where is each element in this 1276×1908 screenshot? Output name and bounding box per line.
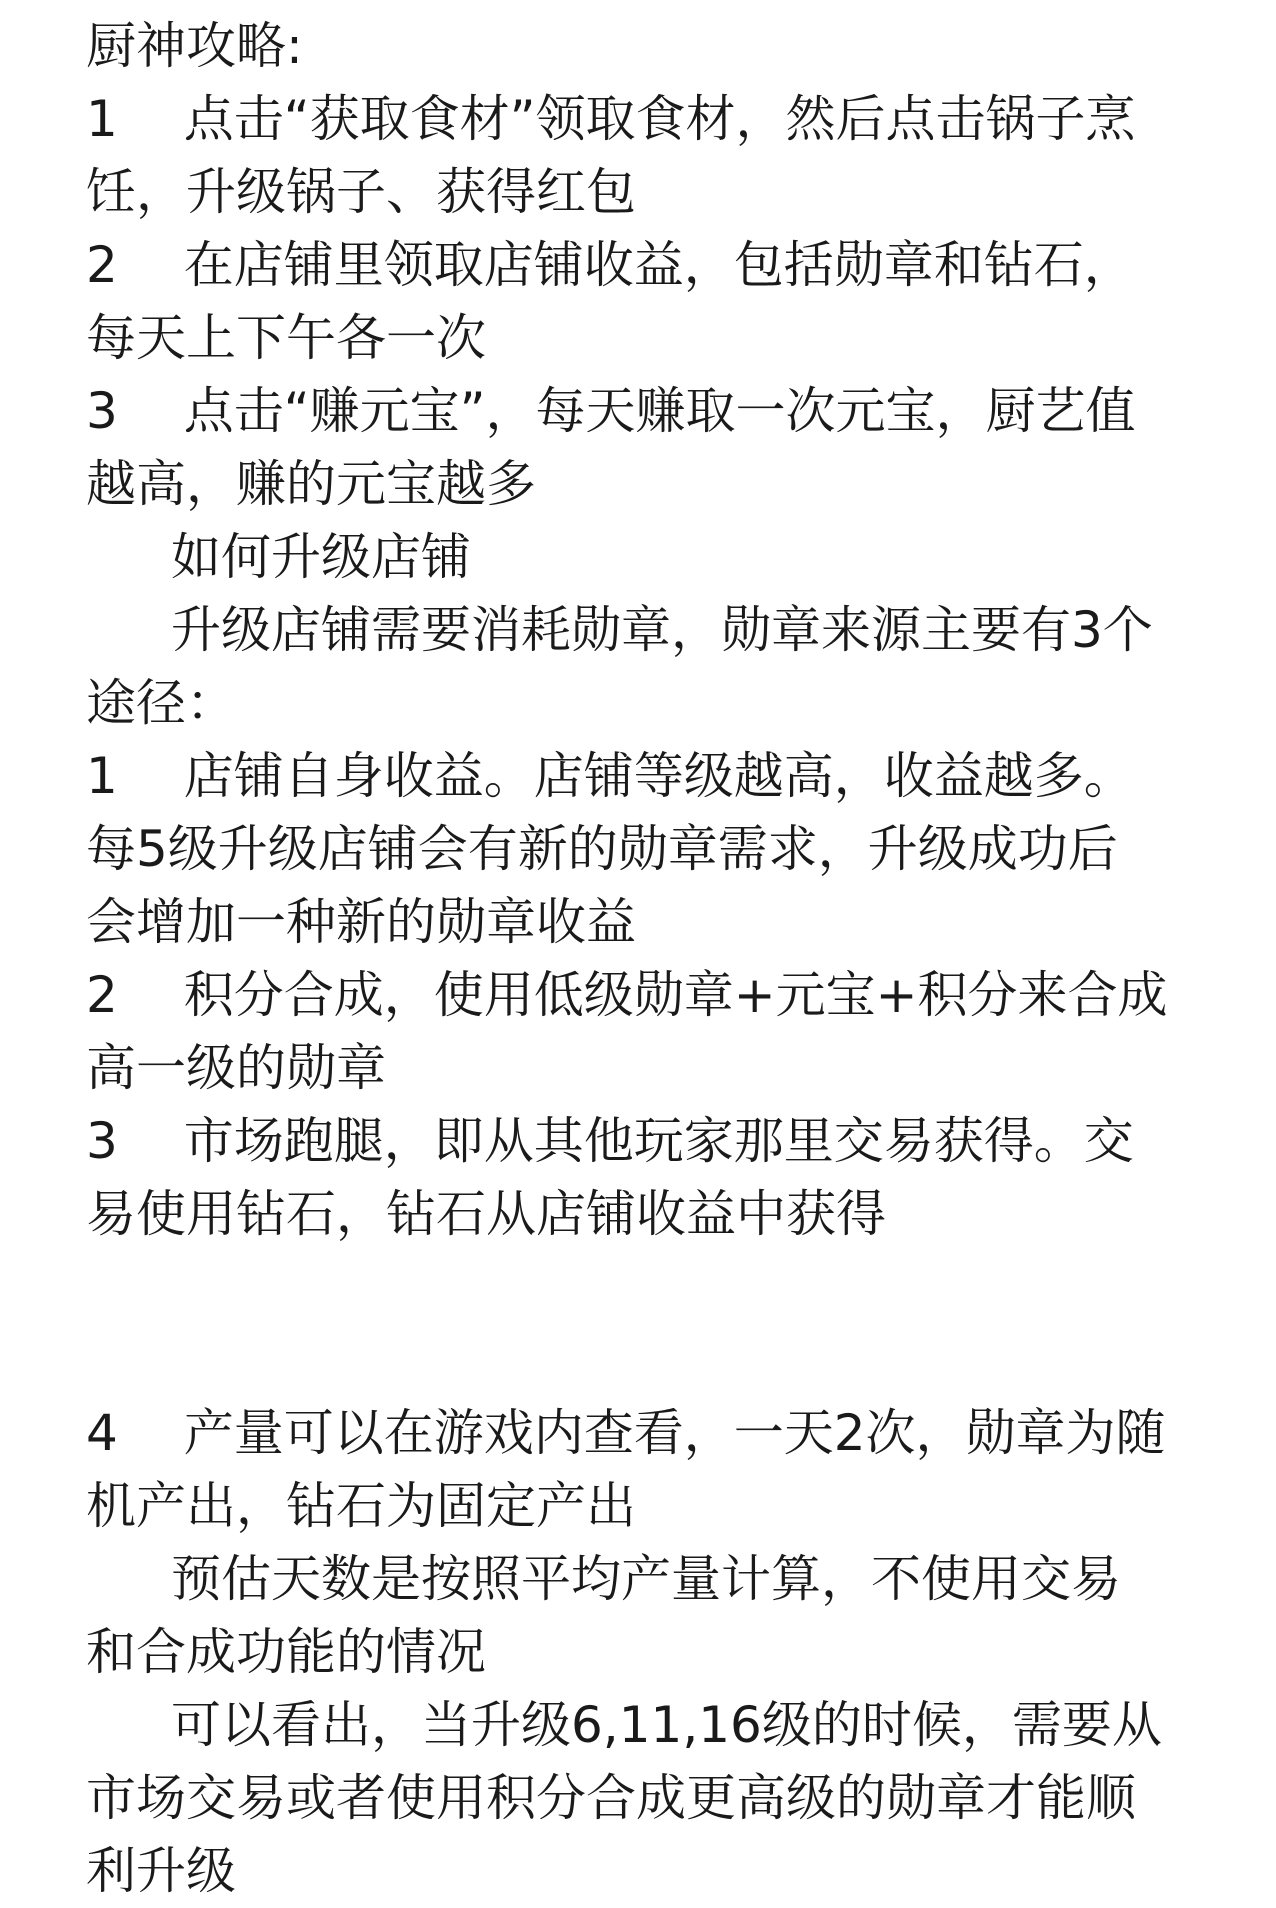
source-2-line-1: 2 积分合成，使用低级勋章+元宝+积分来合成 xyxy=(86,966,1168,1024)
step-3-line-2: 越高，赚的元宝越多 xyxy=(86,455,536,513)
estimate-note-line-1: 预估天数是按照平均产量计算，不使用交易 xyxy=(171,1550,1121,1608)
source-1-line-3: 会增加一种新的勋章收益 xyxy=(86,893,636,951)
conclusion-line-3: 利升级 xyxy=(86,1842,236,1900)
source-1-line-2: 每5级升级店铺会有新的勋章需求，升级成功后 xyxy=(86,820,1118,878)
step-3-line-1: 3 点击“赚元宝”，每天赚取一次元宝，厨艺值 xyxy=(86,382,1136,440)
step-2-line-2: 每天上下午各一次 xyxy=(86,309,486,367)
upgrade-intro-line-2: 途径： xyxy=(86,674,236,732)
guide-document xyxy=(86,10,1226,1908)
guide-title: 厨神攻略: xyxy=(86,17,303,75)
conclusion-line-2: 市场交易或者使用积分合成更高级的勋章才能顺 xyxy=(86,1769,1136,1827)
source-1-line-1: 1 店铺自身收益。店铺等级越高，收益越多。 xyxy=(86,747,1134,805)
blank-gap xyxy=(86,1251,1226,1397)
step-2-line-1: 2 在店铺里领取店铺收益，包括勋章和钻石， xyxy=(86,236,1134,294)
source-3-line-2: 易使用钻石，钻石从店铺收益中获得 xyxy=(86,1185,886,1243)
source-4-line-2: 机产出，钻石为固定产出 xyxy=(86,1477,636,1535)
upgrade-intro-line-1: 升级店铺需要消耗勋章，勋章来源主要有3个 xyxy=(171,601,1153,659)
conclusion-line-1: 可以看出，当升级6,11,16级的时候，需要从 xyxy=(171,1696,1162,1754)
step-1-line-1: 1 点击“获取食材”领取食材，然后点击锅子烹 xyxy=(86,90,1136,148)
source-3-line-1: 3 市场跑腿，即从其他玩家那里交易获得。交 xyxy=(86,1112,1134,1170)
step-1-line-2: 饪，升级锅子、获得红包 xyxy=(86,163,636,221)
estimate-note-line-2: 和合成功能的情况 xyxy=(86,1623,486,1681)
source-2-line-2: 高一级的勋章 xyxy=(86,1039,386,1097)
section-heading-upgrade-shop: 如何升级店铺 xyxy=(171,528,471,586)
source-4-line-1: 4 产量可以在游戏内查看，一天2次，勋章为随 xyxy=(86,1404,1166,1462)
